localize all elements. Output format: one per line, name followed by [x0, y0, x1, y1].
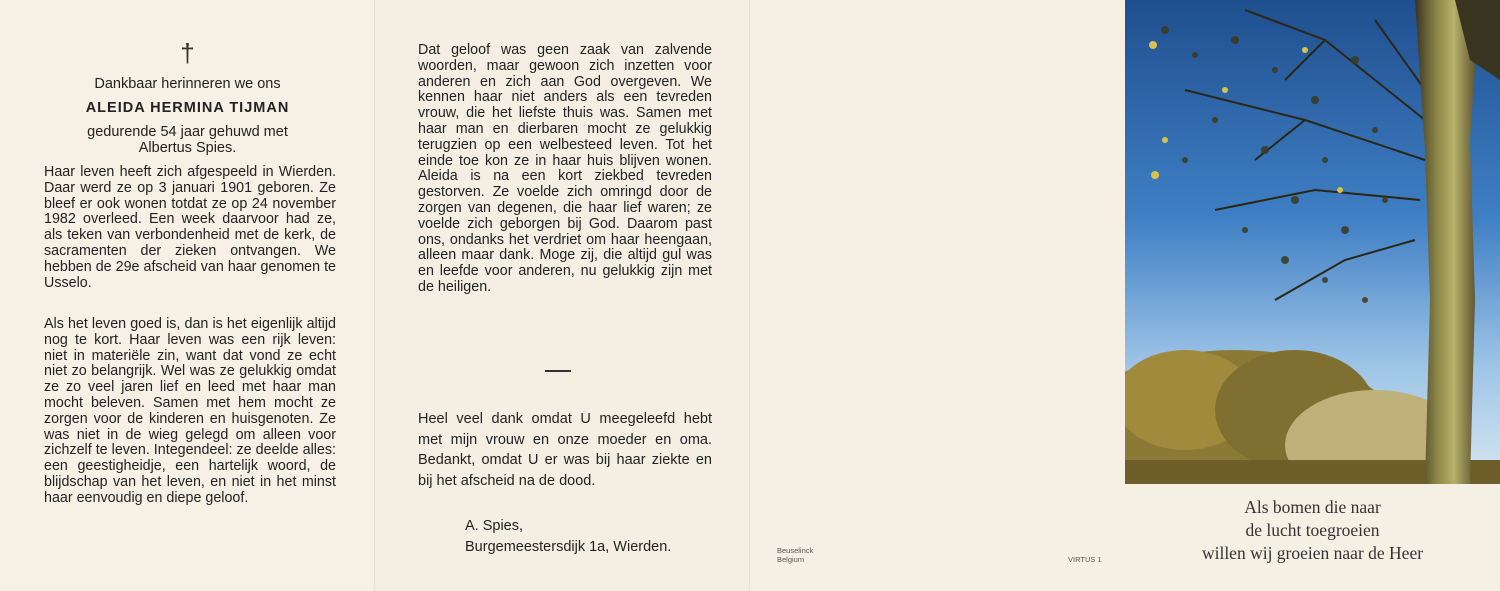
- tribute-paragraph: Als het leven goed is, dan is het eigenlijk altijd nog te kort. Haar leven was een rijk leven: niet in materiële zin, want dat vond ze echt niet zo belangrijk. Wel was ze gelukkig omdat ze zo veel jaren lief en leed met haar man mocht beleven. Samen met hem mocht ze zorgen voor de kinderen en huisgenoten. Ze was niet in de wieg gelegd om alleen voor zichzelf te leven. Integendeel: ze deelde alles: een geestigheidje, een hartelijk woord, de blijdschap van het leven, en niet in het minst haar eenvoudig en diepe geloof.: [44, 316, 336, 506]
- signature-name: A. Spies,: [465, 518, 524, 534]
- printer-line-2: Belgium: [777, 555, 805, 564]
- card-panel-middle: [375, 0, 750, 591]
- tree-photo-icon: [1125, 0, 1500, 484]
- cross-icon: †: [180, 38, 195, 68]
- card-panel-left: [0, 0, 375, 591]
- printer-credit: [777, 546, 813, 564]
- married-line-2: Albertus Spies.: [138, 140, 237, 156]
- deceased-name: ALEIDA HERMINA TIJMAN: [85, 100, 290, 116]
- married-line-1: gedurende 54 jaar gehuwd met: [87, 124, 288, 140]
- verse-line-2: de lucht toegroeien: [1245, 520, 1380, 540]
- thanks-paragraph: Heel veel dank omdat U meegeleefd hebt met mijn vrouw en onze moeder en oma. Bedankt, omdat U er was bij haar ziekte en bij het afscheid na de dood.: [418, 411, 712, 489]
- verse-line-1: Als bomen die naar: [1244, 497, 1381, 517]
- faith-paragraph: Dat geloof was geen zaak van zalvende woorden, maar gewoon zich inzetten voor anderen en zich aan God overgeven. We kennen haar niet anders als een tevreden vrouw, die het liefste thuis was. Samen met haar man en dierbaren mocht ze gelukkig terugzien op een welbesteed leven. Tot het einde toe kon ze in haar huis blijven wonen. Aleida is na een kort ziekbed tevreden gestorven. Ze voelde zich omringd door de zorgen van degenen, die haar lief waren; ze voelde zich geborgen bij God. Daarom past ons, ondanks het verdriet om haar heengaan, alleen maar dank. Moge zij, die altijd gul was en leefde voor anderen, nu gelukkig zijn met de heiligen.: [418, 42, 712, 295]
- card-panel-back: [750, 0, 1125, 591]
- divider: [545, 370, 571, 372]
- printer-line-1: Beuselinck: [777, 546, 814, 555]
- verse: [1125, 496, 1500, 565]
- card-panel-front: [1125, 0, 1500, 591]
- signature-address: Burgemeestersdijk 1a, Wierden.: [465, 539, 672, 555]
- life-paragraph: Haar leven heeft zich afgespeeld in Wierden. Daar werd ze op 3 januari 1901 geboren. Ze bleef er ook wonen totdat ze op 24 november 1982 overleed. Een week daarvoor had ze, als teken van verbondenheid met de kerk, de sacramenten der zieken ontvangen. We hebben de 29e afscheid van haar genomen te Usselo.: [44, 164, 336, 291]
- card-code: VIRTUS 1: [1068, 555, 1102, 564]
- verse-line-3: willen wij groeien naar de Heer: [1201, 543, 1424, 563]
- intro-line: Dankbaar herinneren we ons: [94, 76, 281, 92]
